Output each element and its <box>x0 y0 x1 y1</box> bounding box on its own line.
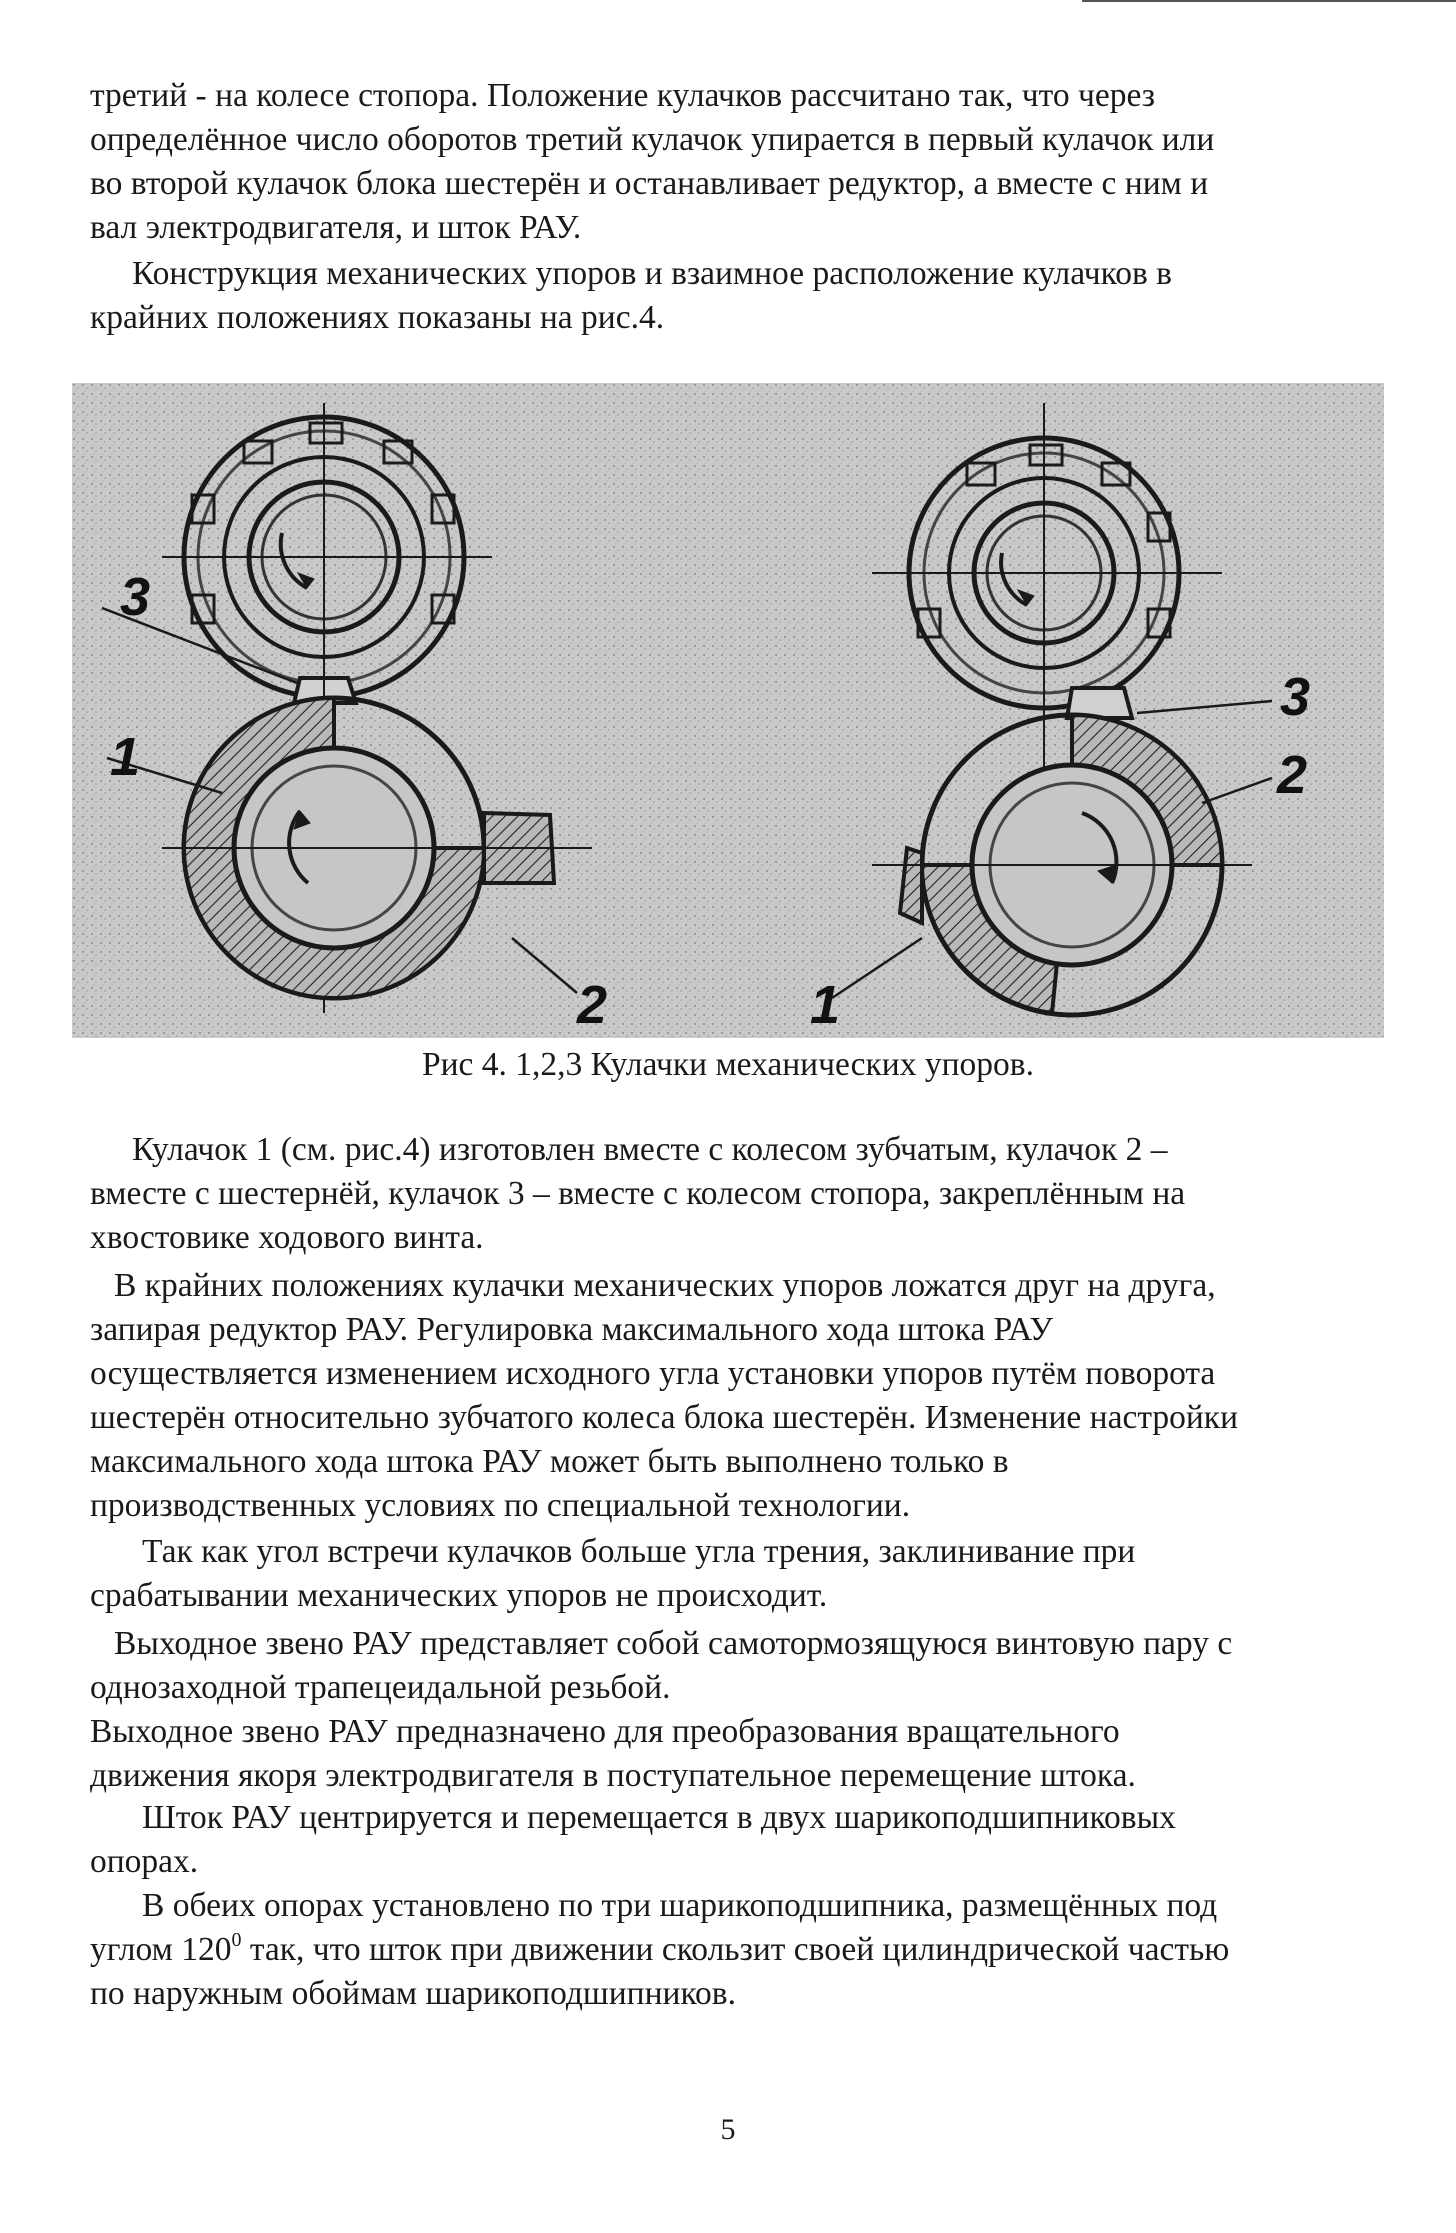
figure-reference-paragraph <box>90 252 1420 340</box>
text-line: запирая редуктор РАУ. Регулировка максимального хода штока РАУ <box>90 1311 1053 1348</box>
text-line-with-superscript <box>90 1928 1420 1972</box>
text-line: вместе с шестернёй, кулачок 3 – вместе с колесом стопора, закреплённым на <box>90 1175 1186 1212</box>
text-line: по наружным обоймам шарикоподшипников. <box>90 1975 736 2012</box>
text-line: максимального хода штока РАУ может быть выполнено только в <box>90 1443 1009 1480</box>
text-line: В крайних положениях кулачки механических упоров ложатся друг на друга, <box>114 1267 1216 1304</box>
text-line: Выходное звено РАУ представляет собой самотормозящуюся винтовую пару с <box>114 1625 1233 1662</box>
text-line: В обеих опорах установлено по три шарикоподшипника, размещённых под <box>142 1887 1218 1924</box>
text-line: Так как угол встречи кулачков больше угла трения, заклинивание при <box>142 1533 1136 1570</box>
extreme-positions-paragraph <box>90 1264 1420 1528</box>
figure-label-2: 2 <box>1277 745 1308 805</box>
text-line: однозаходной трапецеидальной резьбой. <box>90 1669 671 1706</box>
text-fragment: углом 120 <box>90 1931 232 1968</box>
figure-label-2: 2 <box>577 975 608 1035</box>
text-line: Выходное звено РАУ предназначено для преобразования вращательного <box>90 1713 1120 1750</box>
text-line: опорах. <box>90 1843 199 1880</box>
cams-description-paragraph <box>90 1128 1420 1260</box>
text-line: вал электродвигателя, и шток РАУ. <box>90 209 582 246</box>
text-fragment: так, что шток при движении скользит своей цилиндрической частью <box>241 1931 1230 1968</box>
page-number: 5 <box>720 2113 736 2146</box>
text-line: во второй кулачок блока шестерён и останавливает редуктор, а вместе с ним и <box>90 165 1209 202</box>
friction-angle-paragraph <box>90 1530 1420 1618</box>
figure-label-1: 1 <box>810 975 841 1035</box>
text-line: крайних положениях показаны на рис.4. <box>90 299 665 336</box>
text-line: Конструкция механических упоров и взаимное расположение кулачков в <box>132 255 1172 292</box>
figure-label-1: 1 <box>110 727 141 787</box>
text-line: определённое число оборотов третий кулачок упирается в первый кулачок или <box>90 121 1215 158</box>
output-link-purpose-paragraph <box>90 1710 1420 1798</box>
text-line: производственных условиях по специальной технологии. <box>90 1487 911 1524</box>
text-line: Шток РАУ центрируется и перемещается в двух шарикоподшипниковых <box>142 1799 1176 1836</box>
cam-stops-figure <box>72 383 1384 1038</box>
text-line: движения якоря электродвигателя в поступательное перемещение штока. <box>90 1757 1136 1794</box>
text-line: Кулачок 1 (см. рис.4) изготовлен вместе с колесом зубчатым, кулачок 2 – <box>132 1131 1168 1168</box>
text-line: третий - на колесе стопора. Положение кулачков рассчитано так, что через <box>90 77 1155 114</box>
rod-centering-paragraph <box>90 1796 1420 1884</box>
degree-superscript: 0 <box>231 1929 242 1951</box>
output-link-paragraph <box>90 1622 1420 1710</box>
text-line: срабатывании механических упоров не происходит. <box>90 1577 828 1614</box>
figure-label-3: 3 <box>120 567 151 627</box>
bearings-paragraph <box>90 1884 1420 2016</box>
intro-paragraph <box>90 74 1420 250</box>
text-line: шестерён относительно зубчатого колеса блока шестерён. Изменение настройки <box>90 1399 1238 1436</box>
text-line: хвостовике ходового винта. <box>90 1219 484 1256</box>
figure-caption: Рис 4. 1,2,3 Кулачки механических упоров. <box>422 1046 1034 1083</box>
text-line: осуществляется изменением исходного угла установки упоров путём поворота <box>90 1355 1216 1392</box>
figure-label-3: 3 <box>1280 667 1311 727</box>
